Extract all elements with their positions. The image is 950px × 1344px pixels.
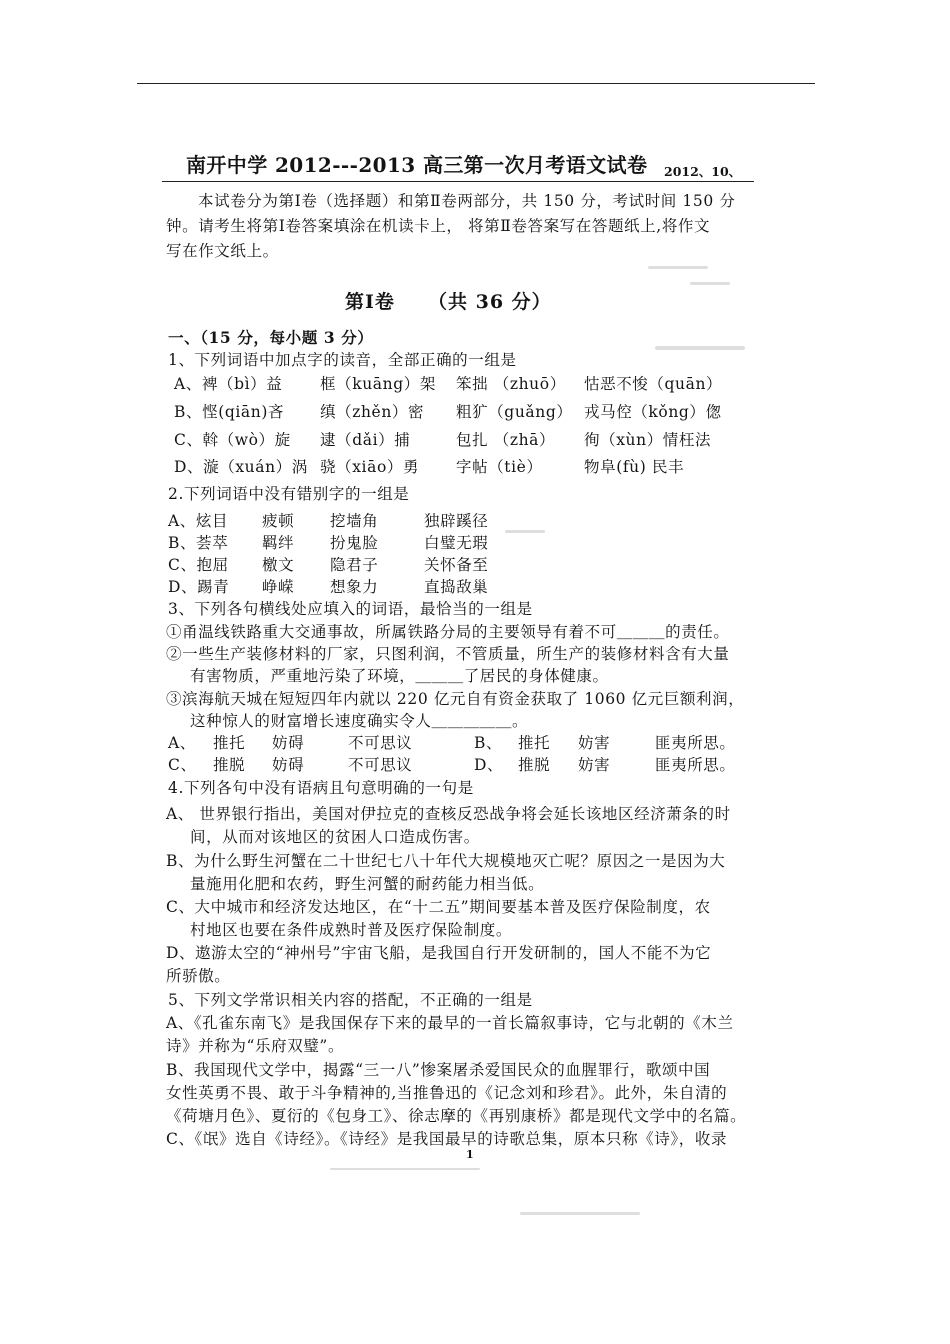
option-cell: 推脱 xyxy=(518,756,551,774)
question-stem: 3、下列各句横线处应填入的词语，最恰当的一组是 xyxy=(168,600,533,618)
option-cell: B、悭(qiān)吝 xyxy=(174,403,285,421)
scan-noise xyxy=(690,282,730,285)
option-cell: D、漩（xuán）涡 xyxy=(174,458,308,476)
option-cell: 妨害 xyxy=(578,756,611,774)
question-text: A、 世界银行指出，美国对伊拉克的查核反恐战争将会延长该地区经济萧条的时 xyxy=(166,805,731,823)
question-text: 村地区也要在条件成熟时普及医疗保险制度。 xyxy=(190,921,513,939)
option-cell: 扮鬼脸 xyxy=(330,534,379,552)
question-text: 所骄傲。 xyxy=(166,967,231,985)
option-cell: 物阜(fù) 民丰 xyxy=(584,458,685,476)
option-cell: 框（kuāng）架 xyxy=(320,375,436,393)
option-cell: C、抱屈 xyxy=(168,556,229,574)
scan-noise xyxy=(655,346,745,350)
option-cell: 笨拙 （zhuō） xyxy=(456,375,566,393)
question-text: 女性英勇不畏、敢于斗争精神的,当推鲁迅的《记念刘和珍君》。此外，朱自清的 xyxy=(166,1084,728,1102)
question-text: C、大中城市和经济发达地区，在“十二五”期间要基本普及医疗保险制度，农 xyxy=(166,898,711,916)
question-text: C、《氓》选自《诗经》。《诗经》是我国最早的诗歌总集，原本只称《诗》，收录 xyxy=(166,1130,728,1148)
option-cell: D、 xyxy=(474,756,504,774)
scan-noise xyxy=(648,266,708,269)
question-stem: 5、下列文学常识相关内容的搭配，不正确的一组是 xyxy=(168,991,533,1009)
question-text: 《荷塘月色》、夏衍的《包身工》、徐志摩的《再别康桥》都是现代文学中的名篇。 xyxy=(166,1107,747,1125)
option-cell: 匪夷所思。 xyxy=(655,734,736,752)
option-cell: 直捣敌巢 xyxy=(424,578,489,596)
option-cell: 羁绊 xyxy=(262,534,295,552)
question-stem: 2.下列词语中没有错别字的一组是 xyxy=(168,485,410,503)
option-cell: 推托 xyxy=(518,734,551,752)
question-text: D、遨游太空的“神州号”宇宙飞船，是我国自行开发研制的，国人不能不为它 xyxy=(166,944,712,962)
option-cell: A、裨（bì）益 xyxy=(174,375,283,393)
question-text: 诗》并称为“乐府双璧”。 xyxy=(166,1037,345,1055)
question-text: 间，从而对该地区的贫困人口造成伤害。 xyxy=(190,828,480,846)
section-score: （共 36 分） xyxy=(428,291,552,313)
option-cell: 妨碍 xyxy=(272,734,305,752)
question-text: A、《孔雀东南飞》是我国保存下来的最早的一首长篇叙事诗，它与北朝的《木兰 xyxy=(166,1014,734,1032)
scan-noise xyxy=(330,1168,480,1170)
exam-date: 2012、10、 xyxy=(664,164,742,179)
part-heading: 一、（15 分，每小题 3 分） xyxy=(168,328,374,347)
section-title: 第Ⅰ卷 xyxy=(345,291,395,313)
question-stem: 4.下列各句中没有语病且句意明确的一句是 xyxy=(168,779,474,797)
option-cell: 檄文 xyxy=(262,556,295,574)
option-cell: 推托 xyxy=(213,734,246,752)
question-text: B、我国现代文学中，揭露“三一八”惨案屠杀爱国民众的血腥罪行，歌颂中国 xyxy=(166,1061,711,1079)
option-cell: 妨害 xyxy=(578,734,611,752)
option-cell: B、荟萃 xyxy=(168,534,229,552)
option-cell: 匪夷所思。 xyxy=(655,756,736,774)
option-cell: 缜（zhěn）密 xyxy=(320,403,425,421)
option-cell: 包扎 （zhā） xyxy=(456,431,556,449)
option-cell: 徇（xùn）情枉法 xyxy=(584,431,712,449)
question-text: 有害物质，严重地污染了环境，＿＿＿了居民的身体健康。 xyxy=(190,667,609,685)
option-cell: 想象力 xyxy=(330,578,379,596)
option-cell: 推脱 xyxy=(213,756,246,774)
question-text: ①甬温线铁路重大交通事故，所属铁路分局的主要领导有着不可＿＿＿的责任。 xyxy=(166,623,730,641)
question-text: 这种惊人的财富增长速度确实令人＿＿＿＿＿。 xyxy=(190,712,529,730)
question-text: ③滨海航天城在短短四年内就以 220 亿元自有资金获取了 1060 亿元巨额利润， xyxy=(166,690,745,708)
option-cell: D、踢青 xyxy=(168,578,230,596)
option-cell: 挖墙角 xyxy=(330,512,379,530)
option-cell: 逮（dǎi）捕 xyxy=(320,431,411,449)
option-cell: 妨碍 xyxy=(272,756,305,774)
page-number: 1 xyxy=(466,1148,474,1161)
scan-noise xyxy=(520,1212,640,1215)
option-cell: A、炫目 xyxy=(168,512,229,530)
question-text: ②一些生产装修材料的厂家，只图利润，不管质量，所生产的装修材料含有大量 xyxy=(166,645,730,663)
option-cell: 隐君子 xyxy=(330,556,379,574)
option-cell: 骁（xiāo）勇 xyxy=(320,458,420,476)
option-cell: A、 xyxy=(168,734,196,752)
option-cell: 字帖（tiè） xyxy=(456,458,543,476)
intro-line: 钟。请考生将第Ⅰ卷答案填涂在机读卡上， 将第Ⅱ卷答案写在答题纸上,将作文 xyxy=(166,217,711,235)
option-cell: 戎马倥（kǒng）偬 xyxy=(584,403,722,421)
intro-line: 写在作文纸上。 xyxy=(166,242,279,260)
option-cell: 白璧无瑕 xyxy=(424,534,489,552)
option-cell: 关怀备至 xyxy=(424,556,489,574)
option-cell: 疲顿 xyxy=(262,512,295,530)
question-text: 量施用化肥和农药，野生河蟹的耐药能力相当低。 xyxy=(190,875,545,893)
option-cell: 独辟蹊径 xyxy=(424,512,489,530)
option-cell: 粗犷（guǎng） xyxy=(456,403,573,421)
option-cell: 不可思议 xyxy=(348,734,413,752)
option-cell: 怙恶不悛（quān） xyxy=(584,375,723,393)
intro-line: 本试卷分为第Ⅰ卷（选择题）和第Ⅱ卷两部分，共 150 分，考试时间 150 分 xyxy=(198,192,736,210)
exam-title: 南开中学 2012---2013 高三第一次月考语文试卷 xyxy=(186,153,648,177)
option-cell: C、斡（wò）旋 xyxy=(174,431,291,449)
option-cell: 不可思议 xyxy=(348,756,413,774)
option-cell: B、 xyxy=(474,734,503,752)
option-cell: C、 xyxy=(168,756,197,774)
option-cell: 峥嵘 xyxy=(262,578,295,596)
scan-noise xyxy=(505,530,545,533)
title-underline xyxy=(162,181,754,182)
question-text: B、为什么野生河蟹在二十世纪七八十年代大规模地灭亡呢？原因之一是因为大 xyxy=(166,852,726,870)
question-stem: 1、下列词语中加点字的读音，全部正确的一组是 xyxy=(168,351,517,369)
